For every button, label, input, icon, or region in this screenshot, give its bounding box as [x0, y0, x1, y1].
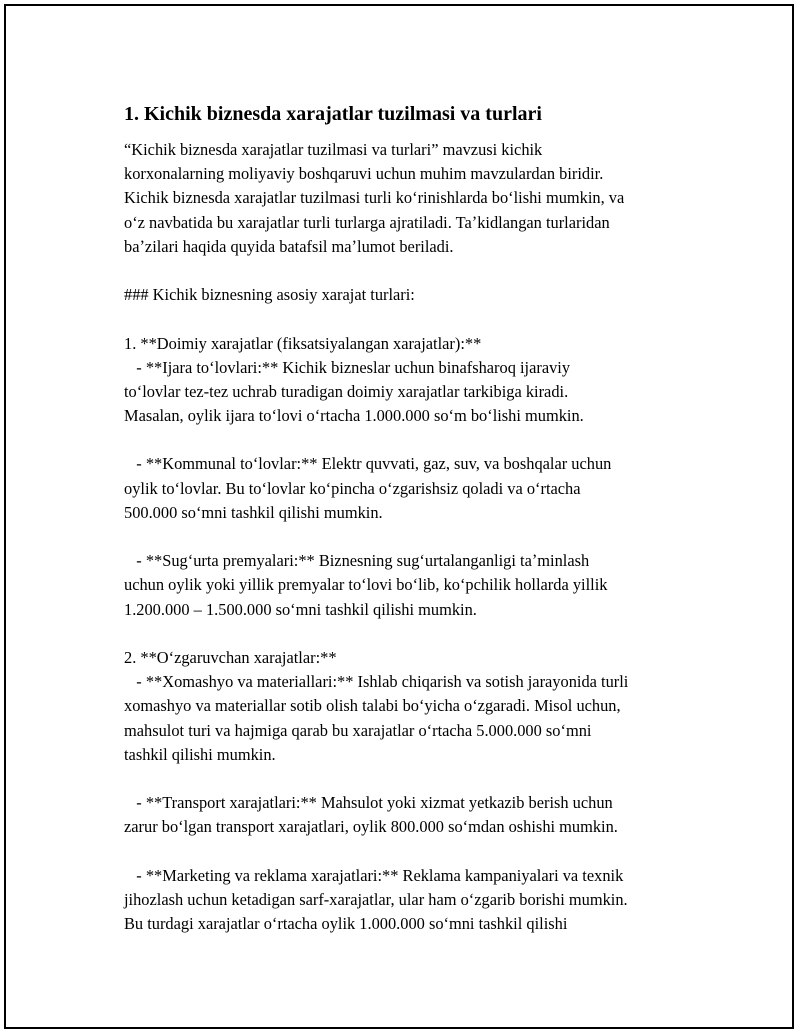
text-line: baʼzilari haqida quyida batafsil maʼlumot beriladi.: [124, 236, 454, 256]
blank-line: [124, 259, 694, 283]
text-line: - **Sugʻurta premyalari:** Biznesning sugʻurtalanganligi taʼminlash: [124, 551, 590, 571]
text-line: uchun oylik yoki yillik premyalar toʻlovi boʻlib, koʻpchilik hollarda yillik: [124, 575, 608, 595]
text-line: Bu turdagi xarajatlar oʻrtacha oylik 1.000.000 soʻmni tashkil qilishi: [124, 914, 568, 933]
blank-line: [124, 839, 694, 863]
text-line: jihozlash uchun ketadigan sarf-xarajatlar, ular ham oʻzgarib borishi mumkin.: [124, 889, 628, 909]
text-line: 1.200.000 – 1.500.000 soʻmni tashkil qilishi mumkin.: [124, 599, 477, 619]
text-line: mahsulot turi va hajmiga qarab bu xarajatlar oʻrtacha 5.000.000 soʻmni: [124, 720, 592, 740]
text-line: - **Xomashyo va materiallari:** Ishlab chiqarish va sotish jarayonida turli: [124, 672, 629, 692]
document-content: [124, 102, 694, 936]
text-line: korxonalarning moliyaviy boshqaruvi uchun muhim mavzulardan biridir.: [124, 164, 604, 184]
blank-line: [124, 622, 694, 646]
text-line: - **Marketing va reklama xarajatlari:** Reklama kampaniyalari va texnik: [124, 865, 624, 885]
text-line: ### Kichik biznesning asosiy xarajat turlari:: [124, 285, 415, 305]
text-line: xomashyo va materiallar sotib olish talabi boʻyicha oʻzgaradi. Misol uchun,: [124, 696, 621, 716]
text-line: Kichik biznesda xarajatlar tuzilmasi turli koʻrinishlarda boʻlishi mumkin, va: [124, 188, 625, 208]
text-line: oylik toʻlovlar. Bu toʻlovlar koʻpincha oʻzgarishsiz qoladi va oʻrtacha: [124, 478, 581, 498]
blank-line: [124, 428, 694, 452]
blank-line: [124, 307, 694, 331]
document-title: 1. Kichik biznesda xarajatlar tuzilmasi va turlari: [124, 103, 542, 125]
text-line: - **Kommunal toʻlovlar:** Elektr quvvati, gaz, suv, va boshqalar uchun: [124, 454, 612, 474]
blank-line: [124, 525, 694, 549]
text-line: tashkil qilishi mumkin.: [124, 744, 276, 764]
text-line: toʻlovlar tez-tez uchrab turadigan doimiy xarajatlar tarkibiga kiradi.: [124, 381, 569, 401]
blank-line: [124, 767, 694, 791]
text-line: - **Transport xarajatlari:** Mahsulot yoki xizmat yetkazib berish uchun: [124, 793, 613, 813]
text-line: - **Ijara toʻlovlari:** Kichik bizneslar uchun binafsharoq ijaraviy: [124, 357, 571, 377]
document-body: [124, 138, 694, 936]
page-frame: [4, 4, 794, 1029]
text-line: Masalan, oylik ijara toʻlovi oʻrtacha 1.000.000 soʻm boʻlishi mumkin.: [124, 406, 584, 426]
text-line: 500.000 soʻmni tashkil qilishi mumkin.: [124, 502, 383, 522]
text-line: oʻz navbatida bu xarajatlar turli turlarga ajratiladi. Taʼkidlangan turlaridan: [124, 212, 610, 232]
text-line: “Kichik biznesda xarajatlar tuzilmasi va turlari” mavzusi kichik: [124, 140, 543, 159]
text-line: 2. **Oʻzgaruvchan xarajatlar:**: [124, 647, 337, 667]
text-line: 1. **Doimiy xarajatlar (fiksatsiyalangan xarajatlar):**: [124, 333, 482, 353]
text-line: zarur boʻlgan transport xarajatlari, oylik 800.000 soʻmdan oshishi mumkin.: [124, 817, 618, 837]
